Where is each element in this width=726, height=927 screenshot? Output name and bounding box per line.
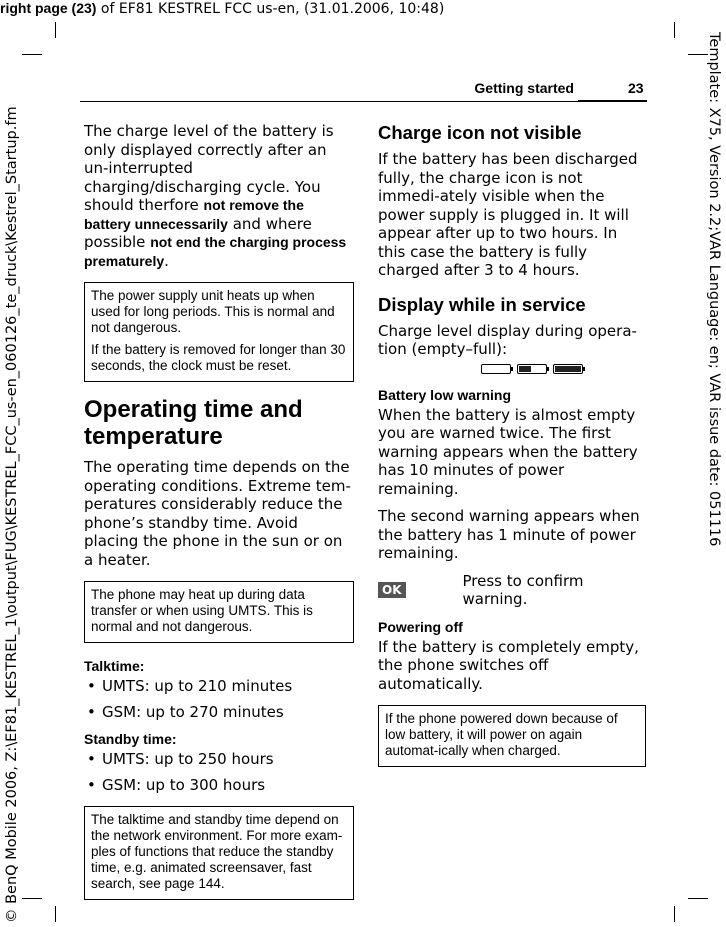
intro-text: The charge level of the battery is only displayed correctly after an un-interrupted charging/discharging cycle. You should therfore bbox=[84, 122, 334, 214]
crop-mark bbox=[55, 22, 56, 38]
standby-list bbox=[84, 750, 354, 794]
body-paragraph: If the battery is completely empty, the phone switches off automatically. bbox=[378, 637, 639, 693]
crop-mark bbox=[688, 54, 708, 55]
low-warning-label: Battery low warning bbox=[378, 386, 512, 403]
standby-label: Standby time: bbox=[84, 731, 177, 747]
talktime-list bbox=[84, 677, 354, 721]
print-info-bold: right page (23) bbox=[0, 0, 97, 16]
header-rule bbox=[80, 101, 578, 102]
list-item: • GSM: up to 270 minutes bbox=[84, 703, 354, 722]
list-item: • GSM: up to 300 hours bbox=[84, 776, 354, 795]
crop-mark bbox=[22, 54, 42, 55]
talktime-label: Talktime: bbox=[84, 658, 145, 674]
note-box bbox=[84, 806, 354, 900]
note-text: If the battery is removed for longer than 30 seconds, the clock must be reset. bbox=[91, 342, 346, 373]
intro-text: and where possible bbox=[84, 214, 312, 251]
list-item: • UMTS: up to 210 minutes bbox=[84, 677, 354, 696]
subsection-heading: Charge icon not visible bbox=[378, 122, 582, 143]
crop-mark bbox=[674, 906, 675, 922]
note-text: The talktime and standby time depend on the network environment. For more exam-ples of functions that reduce the standby time, e.g. animated screensaver, fast search, see page 144. bbox=[91, 812, 343, 891]
page-number: 23 bbox=[628, 80, 644, 96]
body-paragraph: If the battery has been discharged fully, the charge icon is not immedi-ately visible when the power supply is plugged in. It will appear after up to two hours. In this case the battery is fully charged after 3 to 4 hours. bbox=[378, 150, 638, 279]
battery-level-display bbox=[378, 364, 646, 374]
battery-level-icon bbox=[481, 364, 511, 374]
header-rule-thick bbox=[578, 100, 647, 102]
intro-bold-text: not remove the battery unnecessarily bbox=[84, 197, 304, 232]
battery-level-icon bbox=[517, 364, 547, 374]
crop-mark bbox=[688, 898, 708, 899]
crop-mark bbox=[55, 906, 56, 922]
list-item: • UMTS: up to 250 hours bbox=[84, 750, 354, 769]
note-text: If the phone powered down because of low battery, it will power on again automat-ically when charged. bbox=[385, 711, 618, 758]
note-box bbox=[378, 705, 646, 767]
body-paragraph: When the battery is almost empty you are warned twice. The first warning appears when the battery has 10 minutes of power remaining. bbox=[378, 405, 638, 498]
copyright-path-text: © BenQ Mobile 2006, Z:\EF81_KESTREL_1\output\FUG\KESTREL_FCC_us-en_060126_te_druck\Kestrel_Startup.fm bbox=[4, 106, 20, 923]
ok-instruction-text: Press to confirm warning. bbox=[462, 571, 584, 608]
note-text: The phone may heat up during data transfer or when using UMTS. This is normal and not dangerous. bbox=[91, 587, 313, 634]
powering-off-label: Powering off bbox=[378, 618, 463, 635]
left-column bbox=[84, 122, 354, 914]
section-heading: Operating time and temperature bbox=[84, 396, 303, 450]
note-text: The power supply unit heats up when used for long periods. This is normal and not dangerous. bbox=[91, 288, 335, 335]
ok-key-icon: OK bbox=[378, 582, 406, 598]
subsection-heading: Display while in service bbox=[378, 293, 586, 315]
print-info-rest: of EF81 KESTREL FCC us-en, (31.01.2006, 10:48) bbox=[96, 1, 445, 17]
battery-level-icon bbox=[553, 364, 583, 374]
template-info-text: Template: X75, Version 2.2;VAR Language: en; VAR issue date: 051116 bbox=[706, 32, 722, 547]
print-info-line bbox=[0, 0, 444, 17]
right-column bbox=[378, 122, 646, 781]
intro-text: . bbox=[164, 251, 169, 270]
intro-bold-text: not end the charging process prematurely bbox=[84, 234, 347, 269]
crop-mark bbox=[22, 898, 42, 899]
note-box bbox=[84, 282, 354, 382]
crop-mark bbox=[674, 22, 675, 38]
section-title: Getting started bbox=[474, 80, 574, 96]
ok-instruction bbox=[378, 572, 646, 609]
body-paragraph: The second warning appears when the battery has 1 minute of power remaining. bbox=[378, 507, 640, 562]
body-paragraph: Charge level display during opera-tion (empty–full): bbox=[378, 321, 637, 358]
note-box bbox=[84, 581, 354, 643]
body-paragraph: The operating time depends on the operating conditions. Extreme tem-peratures considerably reduce the phone’s standby time. Avoid placing the phone in the sun or on a heater. bbox=[84, 458, 351, 569]
intro-paragraph bbox=[84, 122, 354, 270]
